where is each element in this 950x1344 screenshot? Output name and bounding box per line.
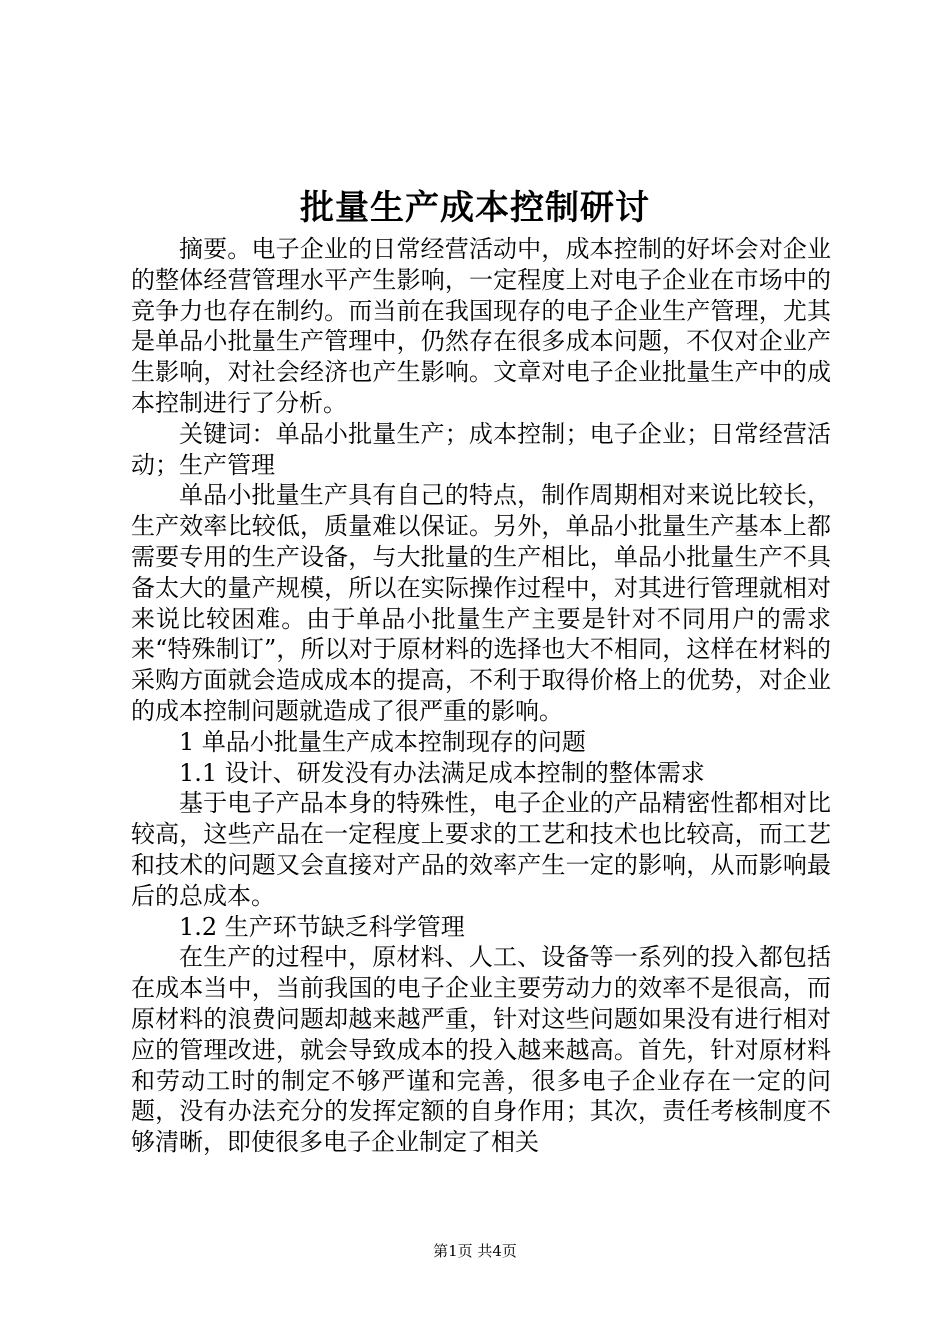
page-footer: 第1页 共4页 [433,1242,517,1260]
intro-paragraph: 单品小批量生产具有自己的特点，制作周期相对来说比较长，生产效率比较低，质量难以保证。另外，单品小批量生产基本上都需要专用的生产设备，与大批量的生产相比，单品小批量生产不具备太大的量产规模，所以在实际操作过程中，对其进行管理就相对来说比较困难。由于单品小批量生产主要是针对不同用户的需求来“特殊制订”，所以对于原材料的选择也大不相同，这样在材料的采购方面就会造成成本的提高，不利于取得价格上的优势，对企业的成本控制问题就造成了很严重的影响。 [131,481,831,725]
document-title: 批量生产成本控制研讨 [300,188,650,228]
section-heading-1: 1 单品小批量生产成本控制现存的问题 [179,727,586,756]
subsection-heading-1-1: 1.1 设计、研发没有办法满足成本控制的整体需求 [179,758,705,787]
body-paragraph: 在生产的过程中，原材料、人工、设备等一系列的投入都包括在成本当中，当前我国的电子企业主要劳动力的效率不是很高，而原材料的浪费问题却越来越严重，针对这些问题如果没有进行相对应的管理改进，就会导致成本的投入越来越高。首先，针对原材料和劳动工时的制定不够严谨和完善，很多电子企业存在一定的问题，没有办法充分的发挥定额的自身作用；其次，责任考核制度不够清晰，即使很多电子企业制定了相关 [131,943,831,1157]
document-body [131,234,831,1158]
abstract-paragraph: 摘要。电子企业的日常经营活动中，成本控制的好坏会对企业的整体经营管理水平产生影响，一定程度上对电子企业在市场中的竞争力也存在制约。而当前在我国现存的电子企业生产管理，尤其是单品小批量生产管理中，仍然存在很多成本问题，不仅对企业产生影响，对社会经济也产生影响。文章对电子企业批量生产中的成本控制进行了分析。 [131,235,831,417]
subsection-heading-1-2: 1.2 生产环节缺乏科学管理 [179,912,465,941]
keywords-paragraph: 关键词：单品小批量生产；成本控制；电子企业；日常经营活动；生产管理 [131,419,831,479]
body-paragraph: 基于电子产品本身的特殊性，电子企业的产品精密性都相对比较高，这些产品在一定程度上要求的工艺和技术也比较高，而工艺和技术的问题又会直接对产品的效率产生一定的影响，从而影响最后的总成本。 [131,789,831,910]
